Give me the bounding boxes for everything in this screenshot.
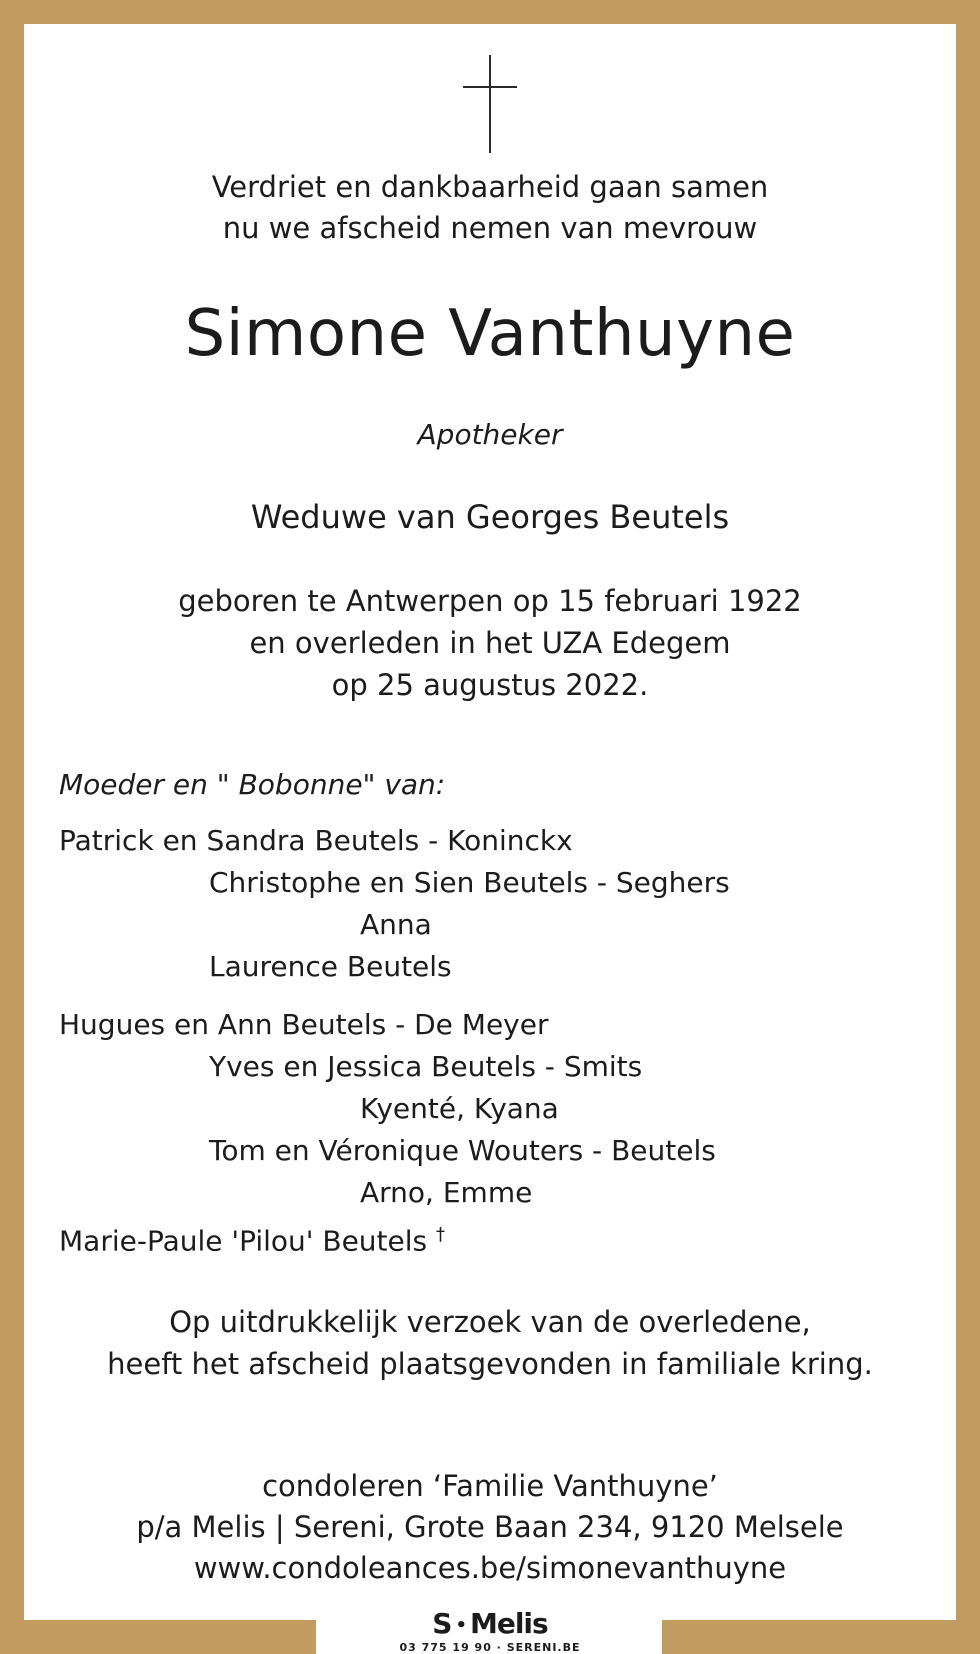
ceremony-note xyxy=(0,1301,980,1385)
family-member: Christophe en Sien Beutels - Seghers xyxy=(209,866,730,899)
family-member: Laurence Beutels xyxy=(209,950,452,983)
funeral-home-logo xyxy=(0,1607,980,1640)
contact-url: www.condoleances.be/simonevanthuyne xyxy=(193,1551,787,1585)
logo-letter: S xyxy=(432,1607,452,1640)
contact-block xyxy=(0,1466,980,1589)
contact-line: condoleren ‘Familie Vanthuyne’ xyxy=(262,1469,718,1503)
cross-icon xyxy=(489,55,491,153)
family-member: Tom en Véronique Wouters - Beutels xyxy=(209,1134,716,1167)
intro-text xyxy=(0,167,980,249)
family-lead: Moeder en " Bobonne" van: xyxy=(59,768,446,801)
family-member: Arno, Emme xyxy=(360,1176,533,1209)
family-member: Hugues en Ann Beutels - De Meyer xyxy=(59,1008,549,1041)
dates-text xyxy=(0,580,980,706)
family-member xyxy=(59,1214,445,1262)
dates-line: en overleden in het UZA Edegem xyxy=(249,626,731,660)
family-member: Anna xyxy=(360,908,432,941)
widow-line: Weduwe van Georges Beutels xyxy=(250,498,730,536)
note-line: heeft het afscheid plaatsgevonden in familiale kring. xyxy=(107,1347,873,1381)
deceased-mark-icon: † xyxy=(436,1224,446,1245)
profession: Apotheker xyxy=(417,418,563,451)
dates-line: geboren te Antwerpen op 15 februari 1922 xyxy=(178,584,802,618)
contact-line: p/a Melis | Sereni, Grote Baan 234, 9120 Melsele xyxy=(136,1510,844,1544)
logo-name: Melis xyxy=(469,1607,548,1640)
family-member: Patrick en Sandra Beutels - Koninckx xyxy=(59,824,573,857)
family-member: Yves en Jessica Beutels - Smits xyxy=(209,1050,643,1083)
family-member-name: Marie-Paule 'Pilou' Beutels xyxy=(59,1224,428,1258)
intro-line: nu we afscheid nemen van mevrouw xyxy=(222,211,758,245)
logo-subtitle: 03 775 19 90 · SERENI.BE xyxy=(399,1641,581,1654)
family-member: Kyenté, Kyana xyxy=(360,1092,559,1125)
intro-line: Verdriet en dankbaarheid gaan samen xyxy=(211,170,769,204)
cross-icon-bar xyxy=(463,86,517,88)
dates-line: op 25 augustus 2022. xyxy=(331,668,649,702)
deceased-name: Simone Vanthuyne xyxy=(184,297,796,371)
note-line: Op uitdrukkelijk verzoek van de overledene, xyxy=(169,1305,811,1339)
logo-dot: • xyxy=(455,1614,466,1636)
